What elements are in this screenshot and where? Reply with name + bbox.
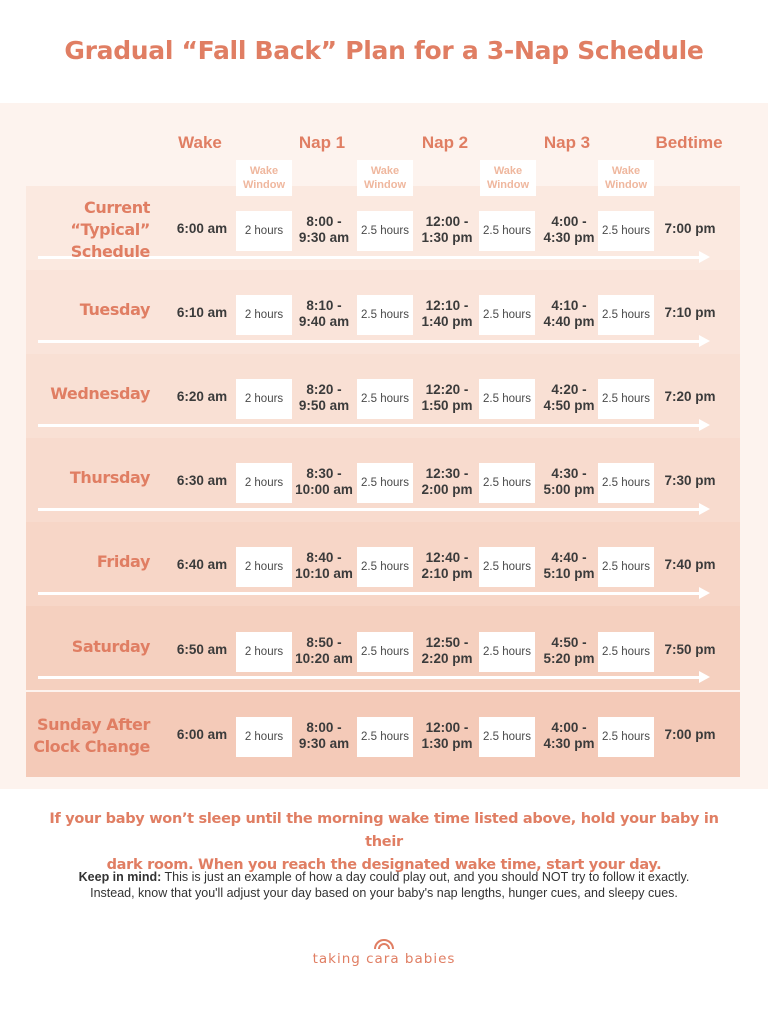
day-label: Saturday	[71, 637, 150, 656]
wake-window-value: 2.5 hours	[479, 211, 535, 251]
nap2-time: 12:20 - 1:50 pm	[421, 382, 473, 413]
wake-window-value: 2.5 hours	[479, 547, 535, 587]
nap1-time: 8:00 - 9:30 am	[298, 214, 350, 245]
wake-window-value: 2 hours	[236, 632, 292, 672]
wake-window-value: 2.5 hours	[598, 211, 654, 251]
wake-window-value: 2.5 hours	[479, 463, 535, 503]
nap1-time: 8:00 - 9:30 am	[298, 720, 350, 751]
wake-window-value: 2.5 hours	[598, 463, 654, 503]
nap3-time: 4:20 - 4:50 pm	[543, 382, 595, 413]
wake-time: 6:40 am	[176, 557, 228, 572]
page-title: Gradual “Fall Back” Plan for a 3-Nap Schedule	[64, 36, 704, 65]
wake-window-value: 2.5 hours	[598, 295, 654, 335]
header-nap1: Nap 1	[298, 133, 346, 152]
header-wake-window: Wake Window	[236, 160, 292, 196]
progression-arrow	[38, 592, 700, 595]
wake-window-value: 2.5 hours	[479, 295, 535, 335]
wake-window-value: 2.5 hours	[479, 632, 535, 672]
nap1-time: 8:40 - 10:10 am	[295, 550, 353, 581]
wake-time: 6:30 am	[176, 473, 228, 488]
wake-window-value: 2.5 hours	[598, 717, 654, 757]
wake-time: 6:20 am	[176, 389, 228, 404]
nap2-time: 12:50 - 2:20 pm	[421, 635, 473, 666]
wake-window-value: 2.5 hours	[479, 379, 535, 419]
bedtime-time: 7:10 pm	[664, 305, 716, 320]
logo-text: taking cara babies	[312, 951, 456, 967]
sleep-note: If your baby won’t sleep until the morning wake time listed above, hold your baby in their dark room. When you reach the designated wake time, start your day.	[49, 811, 719, 873]
wake-window-value: 2.5 hours	[357, 717, 413, 757]
progression-arrow	[38, 508, 700, 511]
nap2-time: 12:40 - 2:10 pm	[421, 550, 473, 581]
day-label: Thursday	[69, 468, 150, 487]
nap1-time: 8:20 - 9:50 am	[298, 382, 350, 413]
nap3-time: 4:30 - 5:00 pm	[543, 466, 595, 497]
bedtime-time: 7:00 pm	[664, 221, 716, 236]
day-label: Wednesday	[50, 384, 150, 403]
day-label: Current “Typical” Schedule	[70, 198, 150, 261]
nap2-time: 12:00 - 1:30 pm	[421, 720, 473, 751]
header-wake-window: Wake Window	[480, 160, 536, 196]
header-wake: Wake	[178, 133, 222, 152]
wake-time: 6:00 am	[176, 727, 228, 742]
nap3-time: 4:40 - 5:10 pm	[543, 550, 595, 581]
wake-window-value: 2 hours	[236, 463, 292, 503]
wake-window-value: 2.5 hours	[357, 632, 413, 672]
bedtime-time: 7:00 pm	[664, 727, 716, 742]
wake-window-value: 2 hours	[236, 295, 292, 335]
header-wake-window: Wake Window	[357, 160, 413, 196]
wake-window-value: 2 hours	[236, 547, 292, 587]
nap3-time: 4:00 - 4:30 pm	[543, 214, 595, 245]
header-nap3: Nap 3	[543, 133, 591, 152]
wake-window-value: 2.5 hours	[357, 295, 413, 335]
wake-time: 6:00 am	[176, 221, 228, 236]
wake-time: 6:10 am	[176, 305, 228, 320]
day-label: Friday	[96, 552, 150, 571]
nap2-time: 12:30 - 2:00 pm	[421, 466, 473, 497]
wake-time: 6:50 am	[176, 642, 228, 657]
bedtime-time: 7:40 pm	[664, 557, 716, 572]
wake-window-value: 2 hours	[236, 211, 292, 251]
header-bedtime: Bedtime	[655, 133, 723, 152]
wake-window-value: 2.5 hours	[357, 463, 413, 503]
wake-window-value: 2.5 hours	[598, 632, 654, 672]
bedtime-time: 7:20 pm	[664, 389, 716, 404]
wake-window-value: 2.5 hours	[479, 717, 535, 757]
nap3-time: 4:10 - 4:40 pm	[543, 298, 595, 329]
rainbow-logo-icon	[372, 936, 396, 950]
keep-in-mind-label: Keep in mind:	[78, 870, 162, 884]
wake-window-value: 2.5 hours	[598, 547, 654, 587]
keep-in-mind: Keep in mind: This is just an example of how a day could play out, and you should NOT try to follow it exactly. Instead, know that you'll adjust your day based on your baby's nap lengths, hunger cues, and sleepy cues.	[78, 870, 690, 900]
progression-arrow	[38, 676, 700, 679]
progression-arrow	[38, 424, 700, 427]
nap3-time: 4:00 - 4:30 pm	[543, 720, 595, 751]
nap1-time: 8:30 - 10:00 am	[295, 466, 353, 497]
wake-window-value: 2.5 hours	[357, 211, 413, 251]
bedtime-time: 7:30 pm	[664, 473, 716, 488]
wake-window-value: 2.5 hours	[598, 379, 654, 419]
nap1-time: 8:10 - 9:40 am	[298, 298, 350, 329]
wake-window-value: 2.5 hours	[357, 547, 413, 587]
header-nap2: Nap 2	[421, 133, 469, 152]
nap2-time: 12:10 - 1:40 pm	[421, 298, 473, 329]
wake-window-value: 2 hours	[236, 717, 292, 757]
nap3-time: 4:50 - 5:20 pm	[543, 635, 595, 666]
progression-arrow	[38, 340, 700, 343]
day-label: Tuesday	[79, 300, 150, 319]
wake-window-value: 2 hours	[236, 379, 292, 419]
wake-window-value: 2.5 hours	[357, 379, 413, 419]
bedtime-time: 7:50 pm	[664, 642, 716, 657]
nap1-time: 8:50 - 10:20 am	[295, 635, 353, 666]
day-label: Sunday After Clock Change	[33, 715, 150, 756]
nap2-time: 12:00 - 1:30 pm	[421, 214, 473, 245]
header-wake-window: Wake Window	[598, 160, 654, 196]
